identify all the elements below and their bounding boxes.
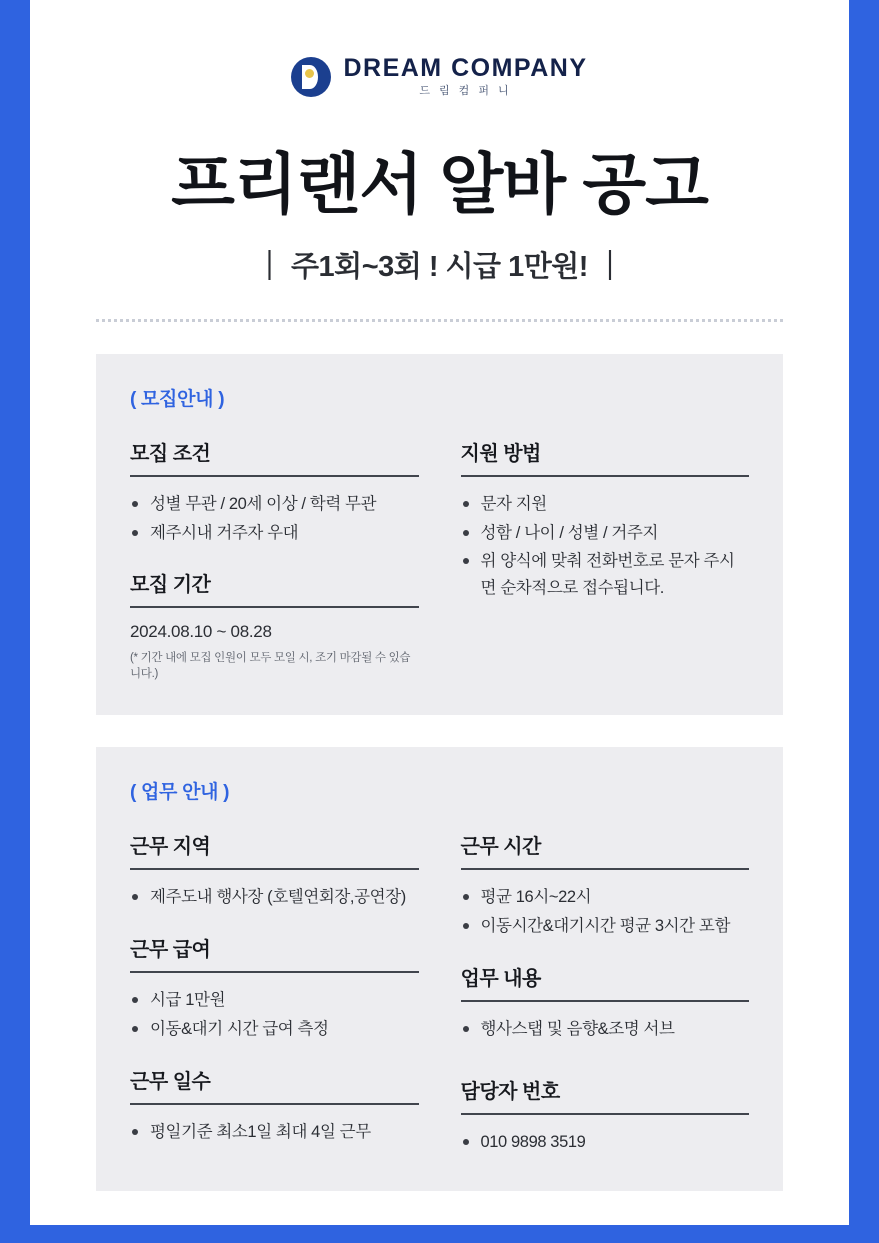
list-item: 위 양식에 맞춰 전화번호로 문자 주시면 순차적으로 접수됩니다. xyxy=(461,548,750,601)
block-heading: 지원 방법 xyxy=(461,437,750,477)
spacer xyxy=(461,1065,750,1075)
block-heading: 근무 일수 xyxy=(130,1065,419,1105)
block-work-days xyxy=(130,1065,419,1146)
recruit-period-value: 2024.08.10 ~ 08.28 xyxy=(130,622,272,642)
page-title xyxy=(30,131,849,226)
page-subtitle: ｜ 주1회~3회 ! 시급 1만원! ｜ xyxy=(254,251,625,283)
block-contact-number xyxy=(461,1075,750,1156)
list-item: 평일기준 최소1일 최대 4일 근무 xyxy=(130,1119,419,1146)
block-heading: 담당자 번호 xyxy=(461,1075,750,1115)
block-list xyxy=(461,491,750,602)
block-heading: 근무 급여 xyxy=(130,933,419,973)
block-list xyxy=(130,491,419,546)
list-item: 성함 / 나이 / 성별 / 거주지 xyxy=(461,520,750,547)
panel-work-info xyxy=(96,747,783,1191)
block-heading: 근무 시간 xyxy=(461,830,750,870)
block-work-duties xyxy=(461,962,750,1043)
block-work-area xyxy=(130,830,419,911)
block-recruit-period xyxy=(130,568,419,681)
block-list xyxy=(130,884,419,911)
block-list xyxy=(461,1129,750,1156)
panel-title: ( 모집안내 ) xyxy=(130,389,225,410)
brand-text xyxy=(343,56,587,97)
panel-column-right xyxy=(461,437,750,681)
panel-title: ( 업무 안내 ) xyxy=(130,782,230,804)
list-item: 이동&대기 시간 급여 측정 xyxy=(130,1016,419,1043)
block-list xyxy=(130,987,419,1042)
list-item: 이동시간&대기시간 평균 3시간 포함 xyxy=(461,913,750,940)
block-heading: 업무 내용 xyxy=(461,962,750,1002)
block-list xyxy=(130,1119,419,1146)
block-list xyxy=(461,884,750,939)
list-item: 행사스탭 및 음향&조명 서브 xyxy=(461,1016,750,1043)
list-item: 평균 16시~22시 xyxy=(461,884,750,911)
list-item: 성별 무관 / 20세 이상 / 학력 무관 xyxy=(130,491,419,518)
brand-name-en: DREAM COMPANY xyxy=(343,54,588,82)
contact-phone-number[interactable]: 010 9898 3519 xyxy=(461,1129,750,1156)
brand-logo xyxy=(30,18,849,97)
dream-company-logo-icon xyxy=(291,57,331,97)
block-work-pay xyxy=(130,933,419,1042)
block-apply-method xyxy=(461,437,750,602)
recruit-period-note: (* 기간 내에 모집 인원이 모두 모일 시, 조기 마감될 수 있습니다.) xyxy=(130,652,411,681)
background-strip-right xyxy=(849,0,879,1243)
block-recruit-conditions xyxy=(130,437,419,546)
brand-name-kr: 드 림 컴 퍼 니 xyxy=(419,85,512,97)
block-heading: 근무 지역 xyxy=(130,830,419,870)
page-title-part1: 프리랜서 xyxy=(171,147,423,221)
block-work-hours xyxy=(461,830,750,939)
divider xyxy=(96,319,783,322)
list-item: 시급 1만원 xyxy=(130,987,419,1014)
panel-column-right xyxy=(461,830,750,1157)
page-title-part2: 알바 공고 xyxy=(439,147,708,221)
block-heading: 모집 조건 xyxy=(130,437,419,477)
panel-column-left xyxy=(130,437,419,681)
background-strip-left xyxy=(0,0,30,1243)
panel-recruitment-info xyxy=(96,354,783,715)
panel-column-left xyxy=(130,830,419,1157)
poster-card xyxy=(30,18,849,1225)
block-heading: 모집 기간 xyxy=(130,568,419,608)
block-list xyxy=(461,1016,750,1043)
list-item: 문자 지원 xyxy=(461,491,750,518)
list-item: 제주도내 행사장 (호텔연회장,공연장) xyxy=(130,884,419,911)
list-item: 제주시내 거주자 우대 xyxy=(130,520,419,547)
